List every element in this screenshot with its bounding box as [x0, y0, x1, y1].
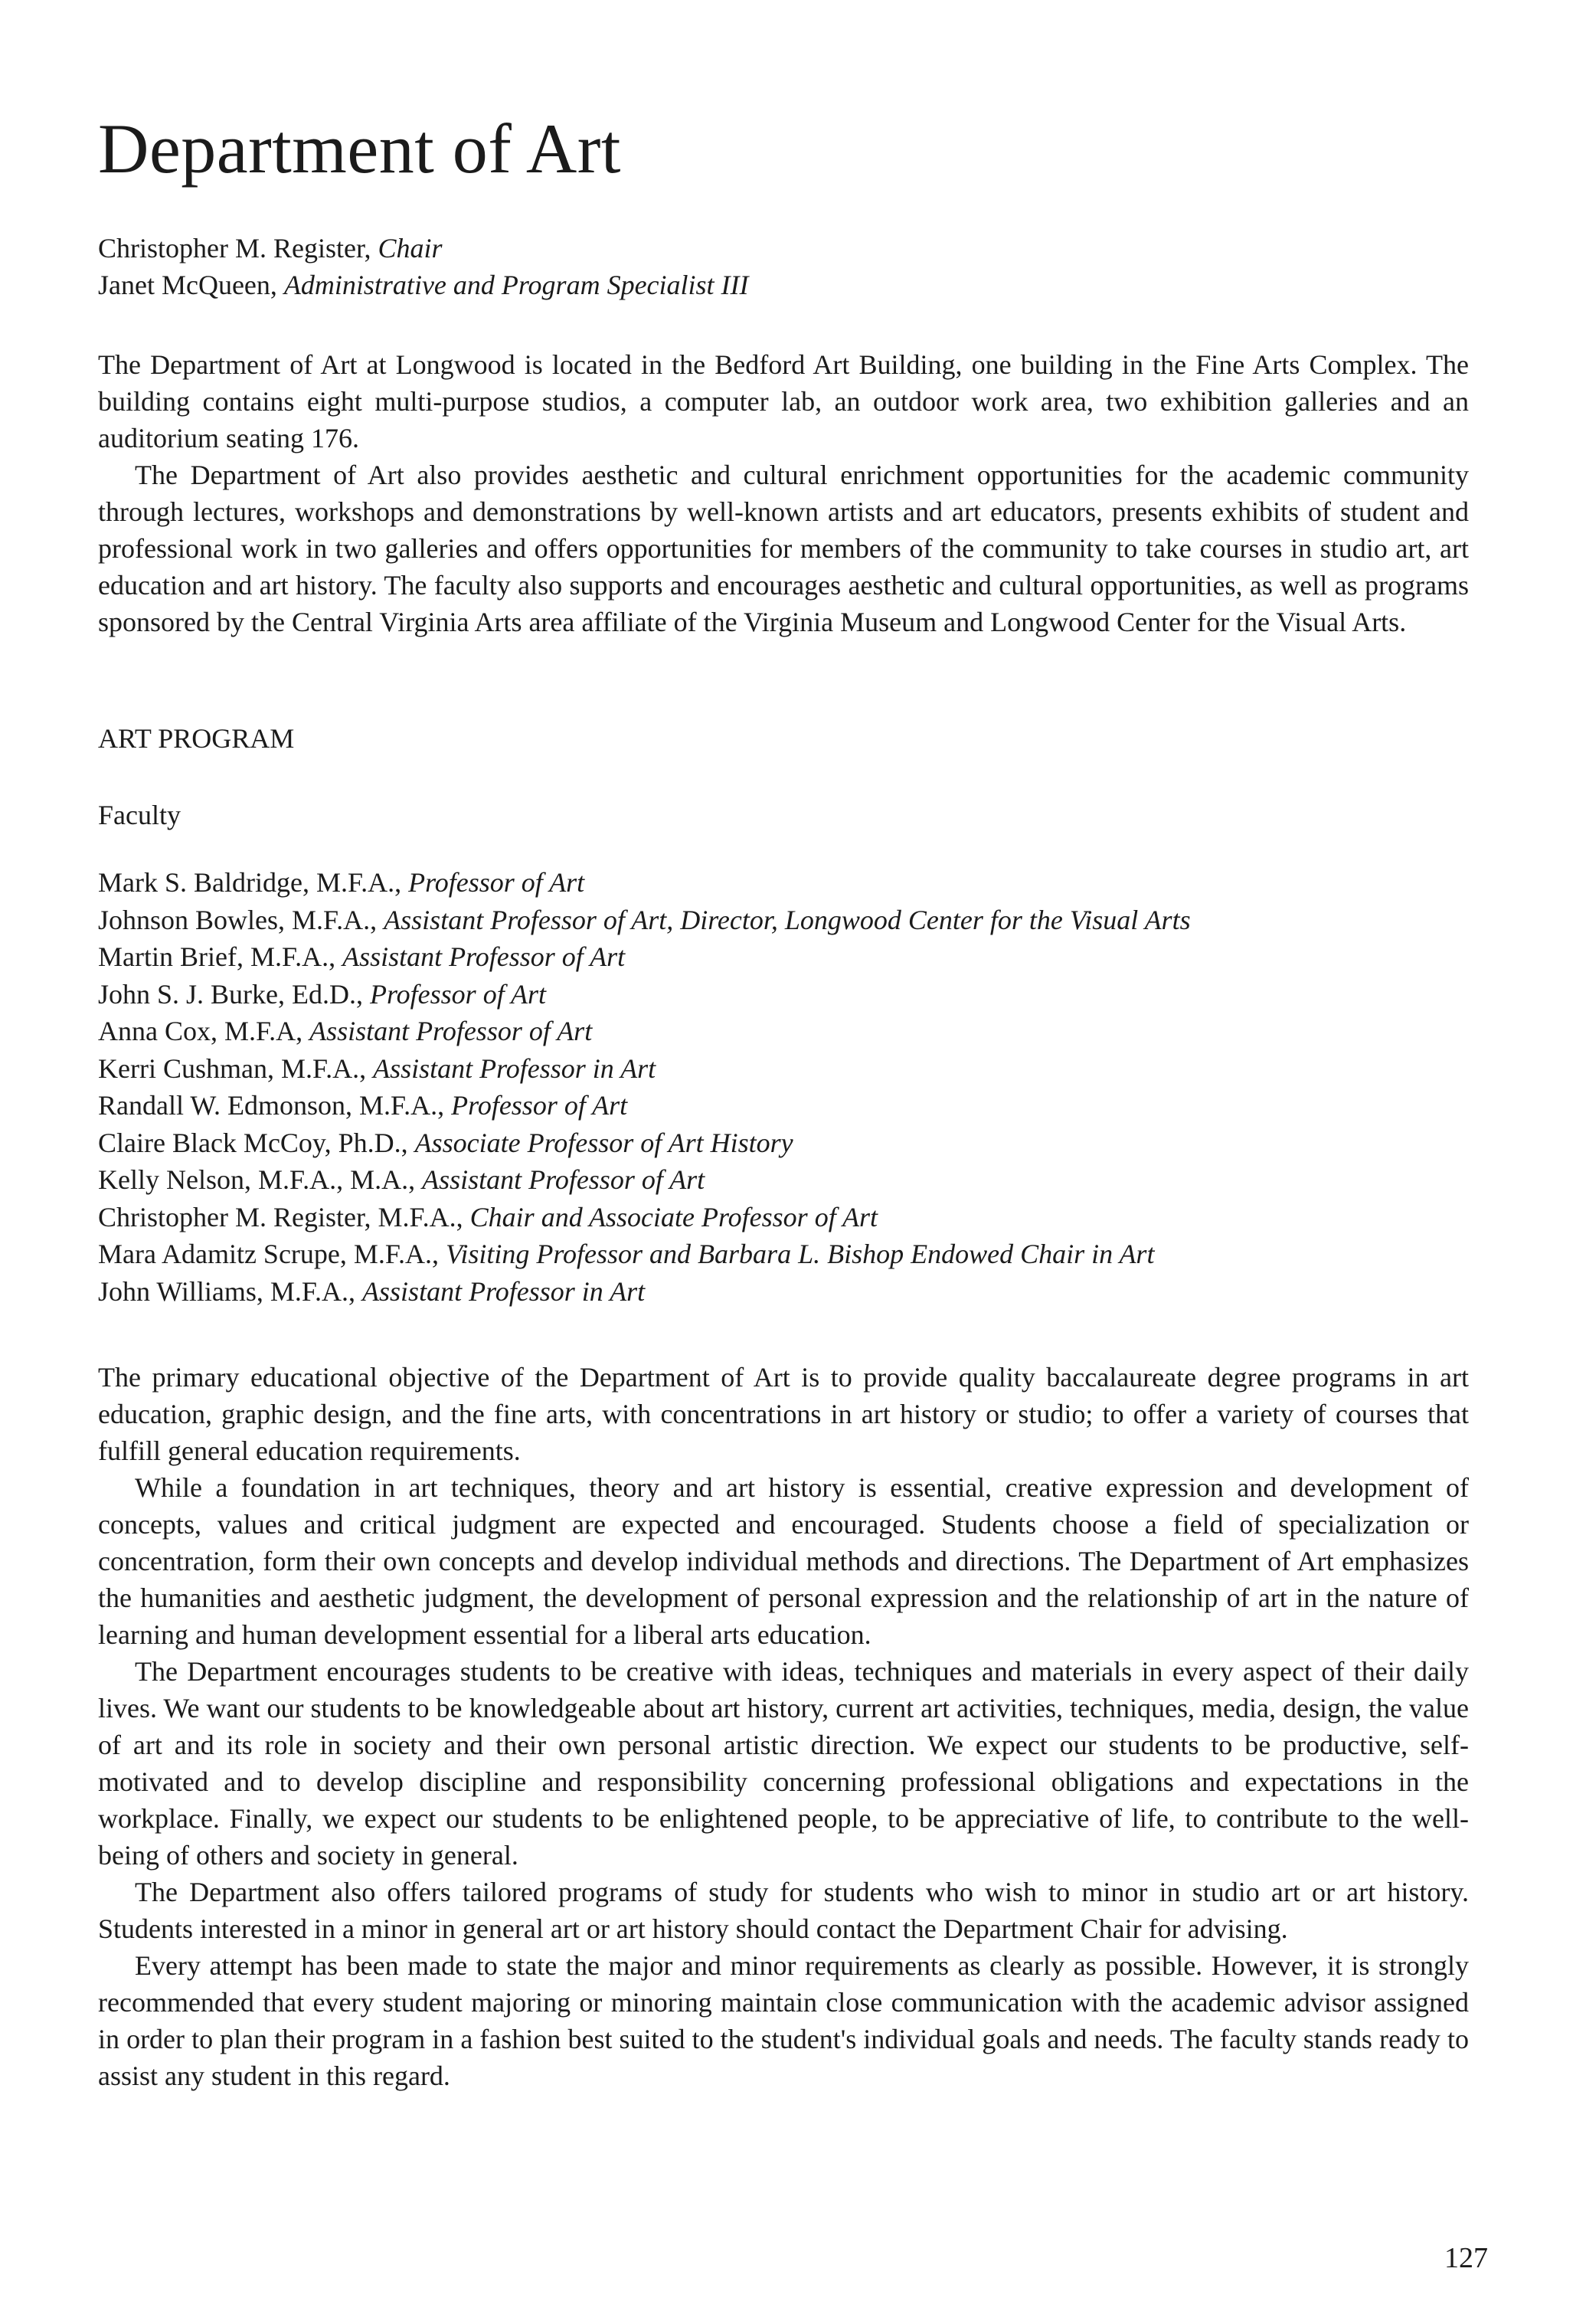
faculty-name: Christopher M. Register, M.F.A.,	[98, 1201, 470, 1232]
faculty-list	[98, 864, 1191, 1310]
body-paragraph-1: The primary educational objective of the Department of Art is to provide quality baccalaureate degree programs in art education, graphic design, and the fine arts, with concentrations in art history or studio; to offer a variety of courses that fulfill general education requirements.	[98, 1362, 1469, 1466]
faculty-row	[98, 938, 1191, 976]
faculty-title: Assistant Professor of Art, Director, Longwood Center for the Visual Arts	[384, 904, 1191, 935]
faculty-row	[98, 1199, 1191, 1236]
body-paragraph-4: The Department also offers tailored programs of study for students who wish to minor in studio art or art history. Students interested in a minor in general art or art history should contact the Department Chair for advising.	[98, 1877, 1469, 1944]
faculty-name: Anna Cox, M.F.A,	[98, 1016, 310, 1046]
faculty-row	[98, 1050, 1191, 1088]
faculty-row	[98, 976, 1191, 1013]
faculty-name: John Williams, M.F.A.,	[98, 1275, 363, 1307]
staff-name: Christopher M. Register,	[98, 233, 378, 263]
staff-role: Chair	[378, 233, 443, 263]
staff-role: Administrative and Program Specialist III	[283, 270, 749, 300]
faculty-heading: Faculty	[98, 800, 181, 830]
faculty-title: Assistant Professor in Art	[362, 1275, 646, 1307]
faculty-name: Kerri Cushman, M.F.A.,	[98, 1052, 374, 1084]
faculty-title: Assistant Professor of Art	[422, 1164, 705, 1195]
faculty-title: Assistant Professor of Art	[309, 1016, 593, 1046]
body-section	[98, 1359, 1469, 2094]
page-number: 127	[1444, 2242, 1488, 2274]
faculty-row	[98, 1124, 1191, 1162]
staff-list	[98, 230, 749, 303]
staff-row-specialist	[98, 267, 749, 303]
faculty-title: Assistant Professor of Art	[342, 941, 626, 972]
faculty-title: Professor of Art	[408, 867, 585, 898]
intro-paragraph-1: The Department of Art at Longwood is located in the Bedford Art Building, one building in the Fine Arts Complex. The building contains eight multi-purpose studios, a computer lab, an outdoor work area, two exhibition galleries and an auditorium seating 176.	[98, 349, 1469, 453]
faculty-title: Visiting Professor and Barbara L. Bishop Endowed Chair in Art	[446, 1239, 1155, 1269]
faculty-title: Associate Professor of Art History	[414, 1127, 793, 1158]
faculty-row	[98, 1161, 1191, 1199]
faculty-row	[98, 864, 1191, 902]
faculty-name: Randall W. Edmonson, M.F.A.,	[98, 1090, 452, 1121]
faculty-name: Kelly Nelson, M.F.A., M.A.,	[98, 1164, 423, 1195]
body-paragraph-5: Every attempt has been made to state the major and minor requirements as clearly as possible. However, it is strongly recommended that every student majoring or minoring maintain close communication with the academic advisor assigned in order to plan their program in a fashion best suited to the student's individual goals and needs. The faculty stands ready to assist any student in this regard.	[98, 1950, 1469, 2091]
faculty-name: Martin Brief, M.F.A.,	[98, 941, 343, 972]
faculty-name: Mark S. Baldridge, M.F.A.,	[98, 867, 409, 898]
faculty-row	[98, 1273, 1191, 1311]
intro-paragraph-2: The Department of Art also provides aesthetic and cultural enrichment opportunities for the academic community through lectures, workshops and demonstrations by well-known artists and art educators, presents exhibits of student and professional work in two galleries and offers opportunities for members of the community to take courses in studio art, art education and art history. The faculty also supports and encourages aesthetic and cultural opportunities, as well as programs sponsored by the Central Virginia Arts area affiliate of the Virginia Museum and Longwood Center for the Visual Arts.	[98, 460, 1469, 637]
faculty-row	[98, 1087, 1191, 1124]
faculty-row	[98, 1236, 1191, 1273]
page-title: Department of Art	[98, 110, 621, 188]
staff-name: Janet McQueen,	[98, 270, 284, 300]
staff-row-chair	[98, 230, 749, 267]
body-paragraph-3: The Department encourages students to be creative with ideas, techniques and materials in every aspect of their daily lives. We want our students to be knowledgeable about art history, current art activities, techniques, media, design, the value of art and its role in society and their own personal artistic direction. We expect our students to be productive, self-motivated and to develop discipline and responsibility concerning professional obligations and expectations in the workplace. Finally, we expect our students to be enlightened people, to be appreciative of life, to contribute to the well-being of others and society in general.	[98, 1656, 1469, 1871]
faculty-name: Johnson Bowles, M.F.A.,	[98, 904, 384, 935]
faculty-title: Assistant Professor in Art	[373, 1052, 656, 1084]
faculty-title: Professor of Art	[370, 978, 547, 1010]
faculty-name: Mara Adamitz Scrupe, M.F.A.,	[98, 1239, 446, 1269]
art-program-heading: ART PROGRAM	[98, 723, 295, 754]
intro-section	[98, 346, 1469, 640]
faculty-name: Claire Black McCoy, Ph.D.,	[98, 1127, 415, 1158]
body-paragraph-2: While a foundation in art techniques, theory and art history is essential, creative expression and development of concepts, values and critical judgment are expected and encouraged. Students choose a field of specialization or concentration, form their own concepts and develop individual methods and directions. The Department of Art emphasizes the humanities and aesthetic judgment, the development of personal expression and the relationship of art in the nature of learning and human development essential for a liberal arts education.	[98, 1472, 1469, 1650]
faculty-title: Professor of Art	[451, 1090, 628, 1121]
faculty-name: John S. J. Burke, Ed.D.,	[98, 978, 371, 1010]
faculty-title: Chair and Associate Professor of Art	[469, 1201, 878, 1232]
faculty-row	[98, 1013, 1191, 1050]
faculty-row	[98, 902, 1191, 939]
